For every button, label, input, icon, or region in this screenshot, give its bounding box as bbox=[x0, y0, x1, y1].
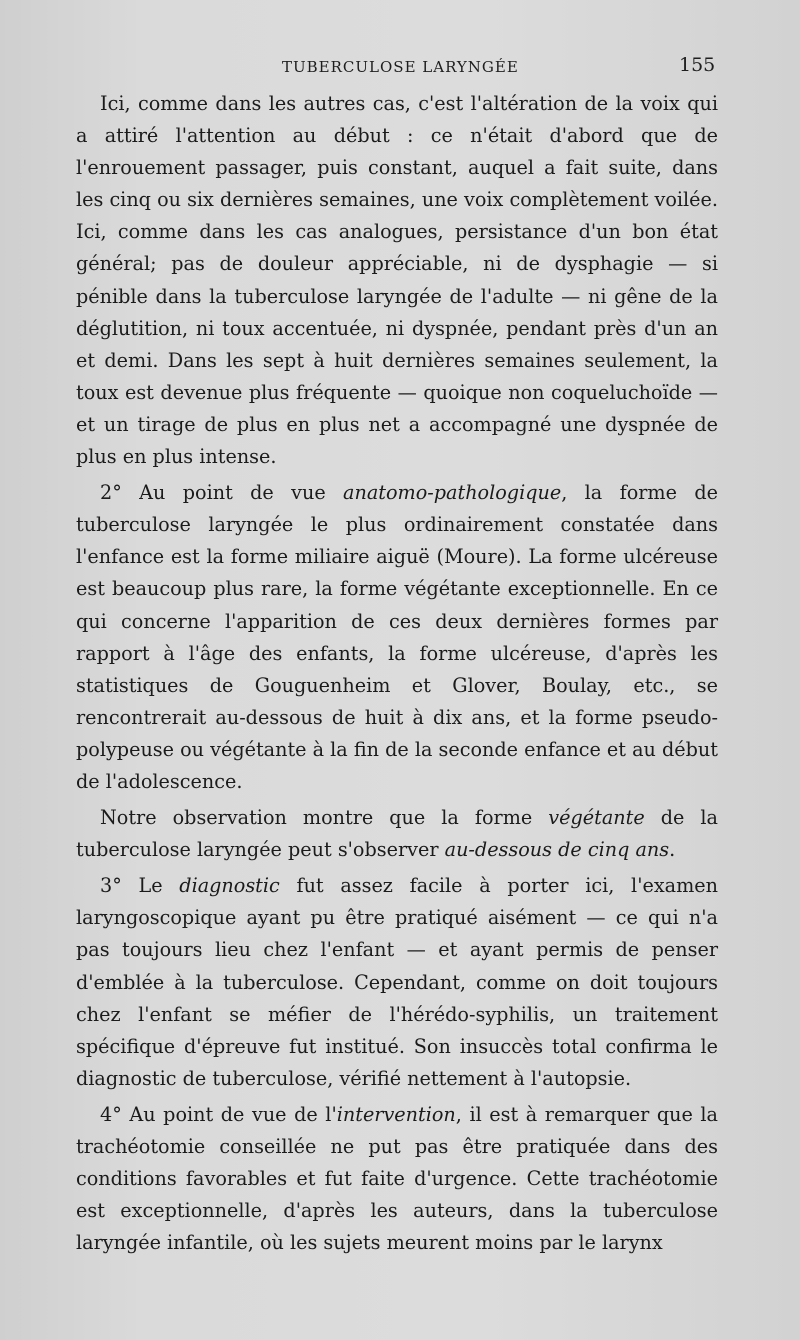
paragraph-observation: Notre observation montre que la forme végétante de la tuberculose laryngée peut s'observer au-dessous de cinq ans. bbox=[76, 806, 718, 862]
paragraph-diagnostic: 3° Le diagnostic fut assez facile à porter ici, l'examen laryngoscopique ayant pu être pratiqué aisément — ce qui n'a pas toujours lieu chez l'enfant — et ayant permis de penser d'emblée à la tuberculose. Cependant, comme on doit toujours chez l'enfant se méfier de l'hérédo-syphilis, un traitement spécifique d'épreuve fut institué. Son insuccès total confirma le diagnostic de tuberculose, vérifié nettement à l'autopsie. bbox=[76, 874, 718, 1090]
emphasis-term: intervention bbox=[336, 1102, 456, 1126]
emphasis-term: anatomo-pathologique bbox=[343, 481, 562, 505]
emphasis-term: au-dessous de cinq ans bbox=[444, 838, 670, 862]
paragraph-voice-alteration: Ici, comme dans les autres cas, c'est l'altération de la voix qui a attiré l'attention au début : ce n'était d'abord que de l'enrouement passager, puis constant, auquel a fait suite, dans les cinq ou six dernières semaines, une voix complètement voilée. Ici, comme dans les cas analogues, persistance d'un bon état général; pas de douleur appréciable, ni de dysphagie — si pénible dans la tuberculose laryngée de l'adulte — ni gêne de la déglutition, ni toux accentuée, ni dyspnée, pendant près d'un an et demi. Dans les sept à huit dernières semaines seulement, la toux est devenue plus fréquente — quoique non coqueluchoïde — et un tirage de plus en plus net a accompagné une dyspnée de plus en plus intense. bbox=[76, 92, 718, 469]
running-title: TUBERCULOSE LARYNGÉE bbox=[282, 58, 519, 76]
paragraph-intervention: 4° Au point de vue de l'intervention, il est à remarquer que la trachéotomie conseillée ne put pas être pratiquée dans des conditions favorables et fut faite d'urgence. Cette trachéotomie est exceptionnelle, d'après les auteurs, dans la tuberculose laryngée infantile, où les sujets meurent moins par le larynx bbox=[76, 1102, 718, 1255]
section-number: 4° bbox=[100, 1102, 122, 1126]
section-number: 2° bbox=[100, 481, 122, 505]
section-number: 3° bbox=[100, 874, 122, 898]
page-header bbox=[0, 52, 800, 82]
paragraph-anatomo-pathology: 2° Au point de vue anatomo-pathologique, la forme de tuberculose laryngée le plus ordinairement constatée dans l'enfance est la forme miliaire aiguë (Moure). La forme ulcéreuse est beaucoup plus rare, la forme végétante exceptionnelle. En ce qui concerne l'apparition de ces deux dernières formes par rapport à l'âge des enfants, la forme ulcéreuse, d'après les statistiques de Gouguenheim et Glover, Boulay, etc., se rencontrerait au-dessous de huit à dix ans, et la forme pseudo-polypeuse ou végétante à la fin de la seconde enfance et au début de l'adolescence. bbox=[76, 481, 718, 793]
emphasis-term: végétante bbox=[548, 806, 645, 830]
emphasis-term: diagnostic bbox=[179, 874, 280, 898]
page-number: 155 bbox=[679, 54, 716, 76]
body-text bbox=[76, 88, 718, 1259]
